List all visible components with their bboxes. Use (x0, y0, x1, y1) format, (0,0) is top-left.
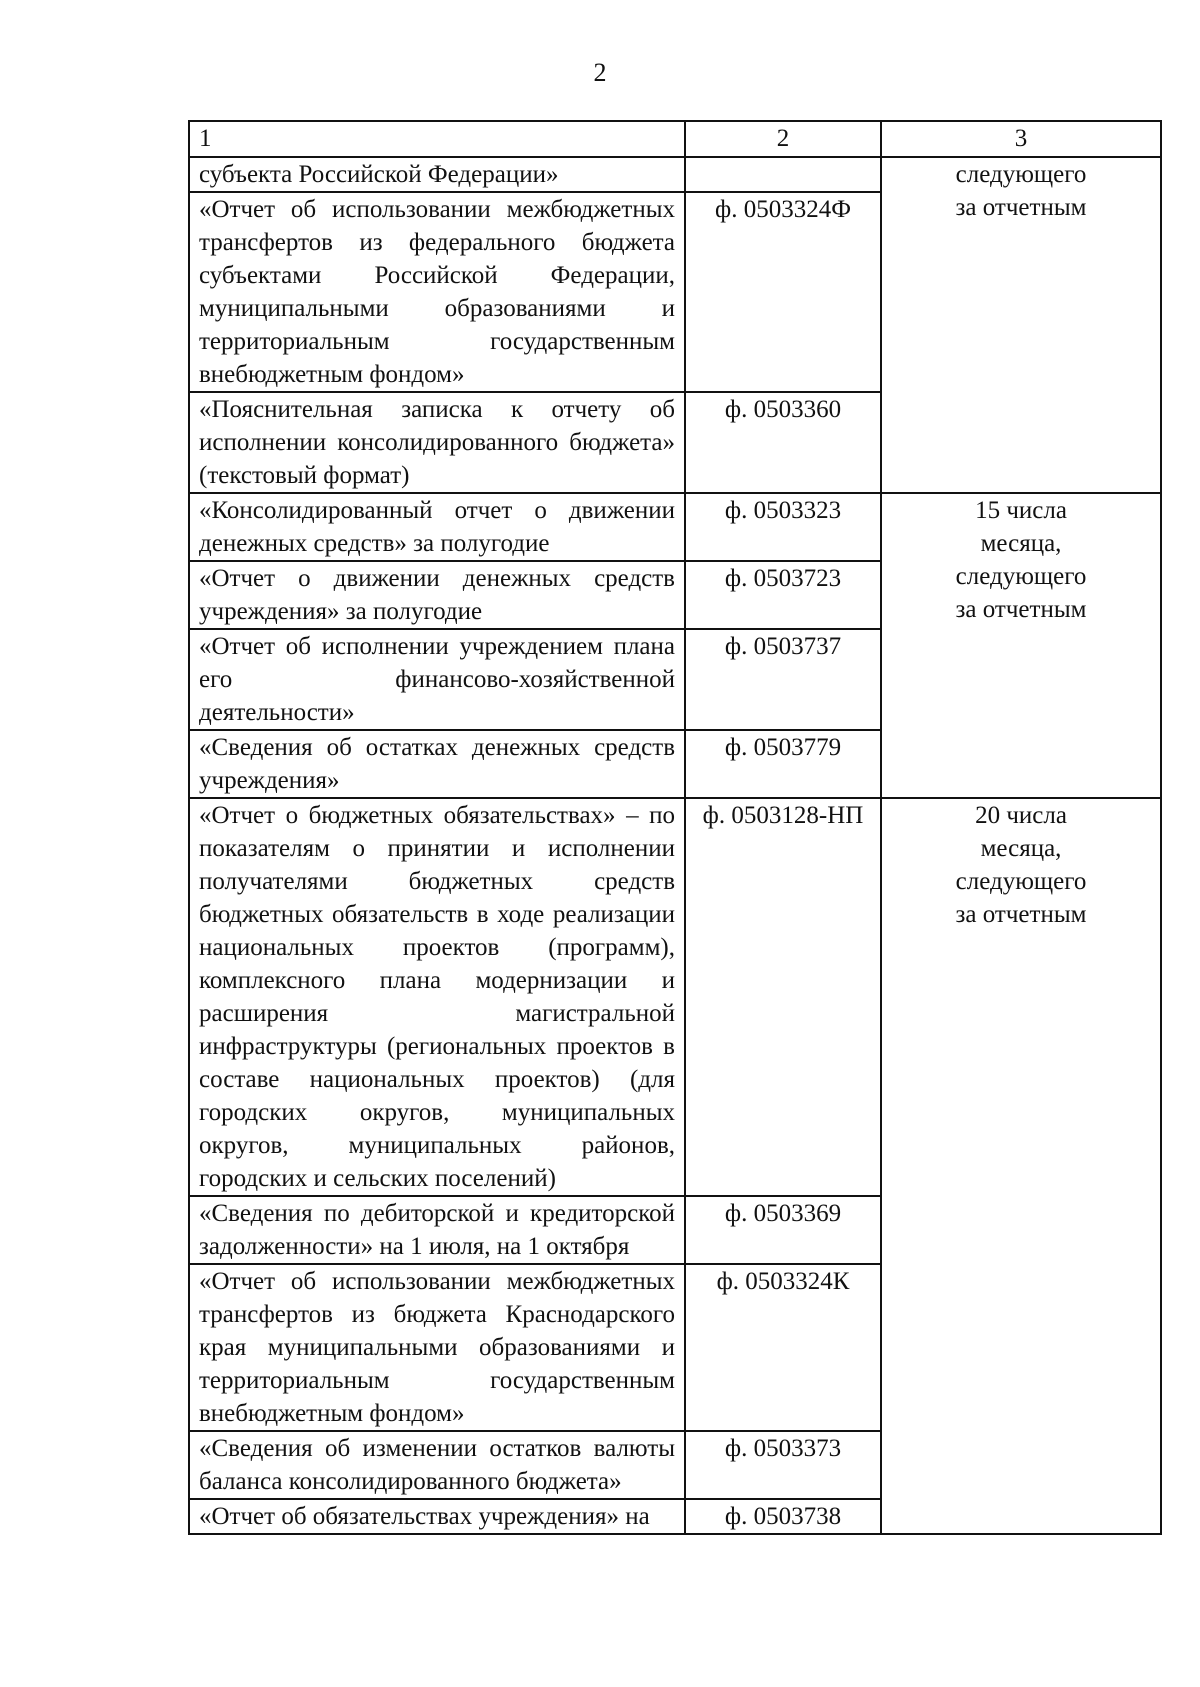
column-header-3: 3 (881, 121, 1161, 157)
form-code: ф. 0503360 (685, 392, 881, 493)
table-header-row (189, 121, 1161, 157)
deadline-cell (881, 493, 1161, 798)
form-code: ф. 0503324Ф (685, 192, 881, 392)
table-row (189, 493, 1161, 561)
column-header-2: 2 (685, 121, 881, 157)
report-name: «Отчет об использовании межбюджетных трансфертов из бюджета Краснодарского края муниципальными образованиями и территориальным государственным внебюджетным фондом» (189, 1264, 685, 1431)
report-name: «Пояснительная записка к отчету об исполнении консолидированного бюджета» (текстовый формат) (189, 392, 685, 493)
form-code: ф. 0503128-НП (685, 798, 881, 1196)
deadline-line: месяца, (980, 835, 1062, 862)
form-code: ф. 0503737 (685, 629, 881, 730)
deadline-line: следующего (955, 868, 1087, 895)
deadline-line: месяца, (980, 530, 1062, 557)
table-row (189, 798, 1161, 1196)
report-name: «Отчет о бюджетных обязательствах» – по показателям о принятии и исполнении получателями бюджетных средств бюджетных обязательств в ходе реализации национальных проектов (программ), комплексного плана модернизации и расширения магистральной инфраструктуры (региональных проектов в составе национальных проектов) (для городских округов, муниципальных округов, муниципальных районов, городских и сельских поселений) (189, 798, 685, 1196)
report-name: «Отчет об исполнении учреждением плана его финансово-хозяйственной деятельности» (189, 629, 685, 730)
page-number: 2 (593, 58, 607, 87)
form-code: ф. 0503723 (685, 561, 881, 629)
report-name: субъекта Российской Федерации» (189, 157, 685, 192)
deadline-line: за отчетным (955, 901, 1087, 928)
form-code: ф. 0503738 (685, 1499, 881, 1534)
report-name: «Сведения об остатках денежных средств учреждения» (189, 730, 685, 798)
column-header-1: 1 (189, 121, 685, 157)
deadline-line: 20 числа (975, 802, 1067, 829)
form-code: ф. 0503324К (685, 1264, 881, 1431)
report-name: «Сведения об изменении остатков валюты баланса консолидированного бюджета» (189, 1431, 685, 1499)
report-name: «Отчет о движении денежных средств учреждения» за полугодие (189, 561, 685, 629)
form-code (685, 157, 881, 192)
deadline-line: за отчетным (955, 596, 1087, 623)
deadline-line: следующего (955, 563, 1087, 590)
report-name: «Сведения по дебиторской и кредиторской задолженности» на 1 июля, на 1 октября (189, 1196, 685, 1264)
deadline-cell (881, 798, 1161, 1534)
deadline-cell (881, 157, 1161, 493)
form-code: ф. 0503373 (685, 1431, 881, 1499)
form-code: ф. 0503323 (685, 493, 881, 561)
report-name: «Консолидированный отчет о движении денежных средств» за полугодие (189, 493, 685, 561)
deadline-line: 15 числа (975, 497, 1067, 524)
deadline-line: за отчетным (955, 194, 1087, 221)
report-name: «Отчет об обязательствах учреждения» на (189, 1499, 685, 1534)
report-name: «Отчет об использовании межбюджетных трансфертов из федерального бюджета субъектами Российской Федерации, муниципальными образованиями и территориальным государственным внебюджетным фондом» (189, 192, 685, 392)
form-code: ф. 0503369 (685, 1196, 881, 1264)
deadline-line: следующего (955, 161, 1087, 188)
table-row (189, 157, 1161, 192)
form-code: ф. 0503779 (685, 730, 881, 798)
reporting-forms-table (188, 120, 1162, 1535)
